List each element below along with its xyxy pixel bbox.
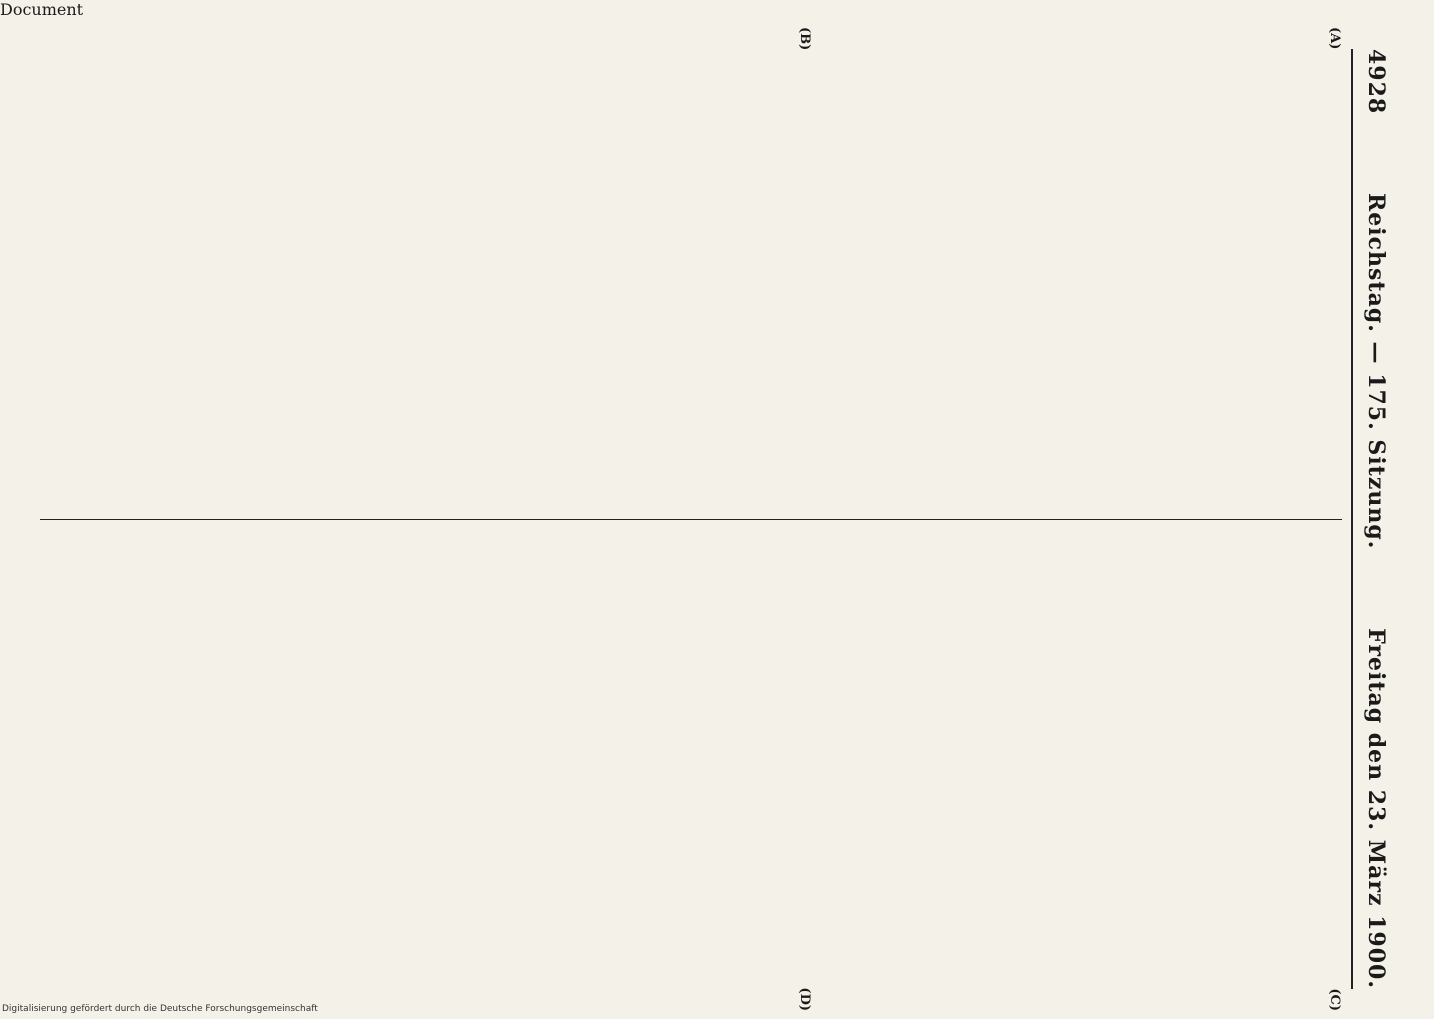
margin-mark-a: (A) [1327,27,1342,50]
margin-mark-c: (C) [1327,988,1342,1011]
margin-mark-d: (D) [797,987,812,1011]
margin-mark-b: (B) [797,27,812,51]
digitization-credit: Digitalisierung gefördert durch die Deutsche Forschungsgemeinschaft [2,1004,318,1014]
page-header [1351,49,1399,989]
session-title: Reichstag. — 175. Sitzung. [1363,193,1389,550]
left-column [40,27,1342,501]
column-divider [40,519,1342,520]
page-number: 4928 [1363,49,1389,115]
session-date: Freitag den 23. März 1900. [1363,628,1389,989]
rotated-page [0,19,1434,1019]
page-stage [0,19,1434,1019]
